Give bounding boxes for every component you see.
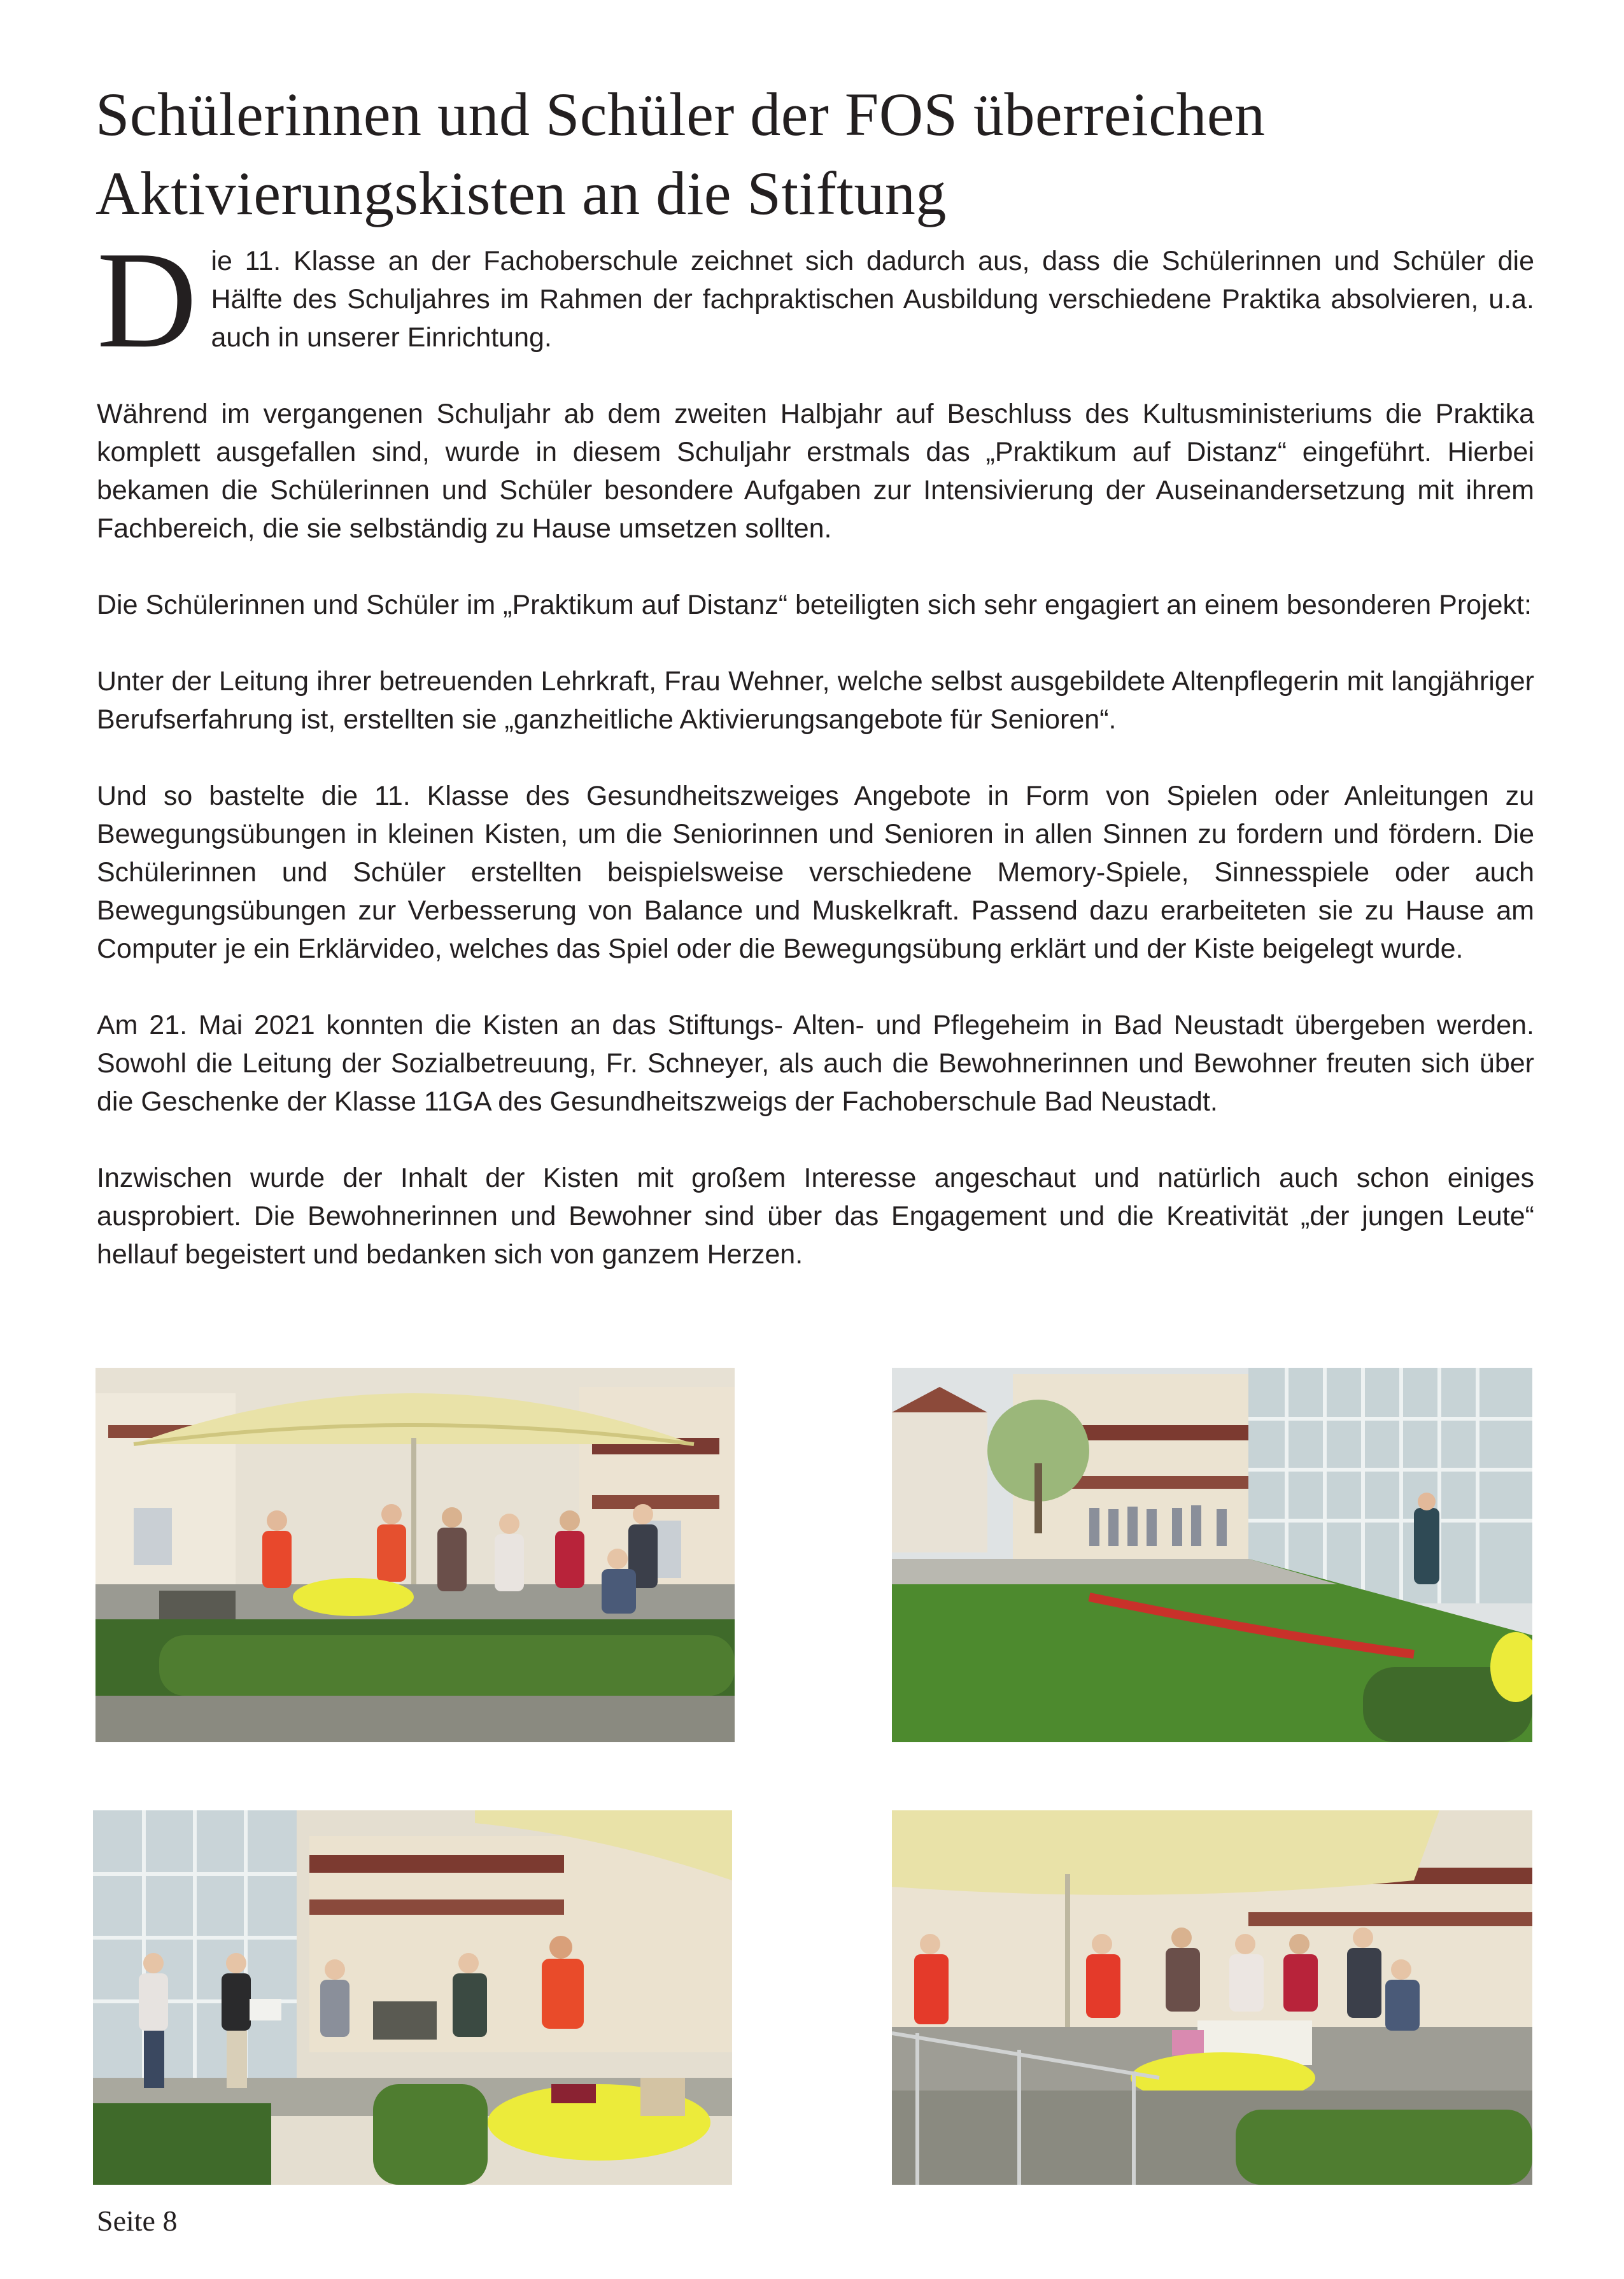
- drop-cap: D: [97, 224, 197, 377]
- page-number: Seite 8: [97, 2204, 178, 2237]
- paragraph: Inzwischen wurde der Inhalt der Kisten mit großem Interesse angeschaut und natürlich auch schon einiges ausprobiert. Die Bewohnerinnen und Bewohner sind über das Engagement und die Kreativität „der jungen Leute“ hellauf begeistert und bedanken sich von ganzem Herzen.: [97, 1163, 1534, 1270]
- paragraph: Unter der Leitung ihrer betreuenden Lehrkraft, Frau Wehner, welche selbst ausgebildete Altenpflegerin mit langjähriger Berufserfahrung ist, erstellten sie „ganzheitliche Aktivierungsangebote für Senioren“.: [97, 666, 1534, 735]
- photo-terrace-residents: [95, 1368, 735, 1742]
- title-line-2: Aktivierungskisten an die Stiftung: [95, 159, 947, 227]
- paragraph: Während im vergangenen Schuljahr ab dem zweiten Halbjahr auf Beschluss des Kultusministeriums die Praktika komplett ausgefallen sind, wurde in diesem Schuljahr erstmals das „Praktikum auf Distanz“ eingeführt. Hierbei bekamen die Schülerinnen und Schüler besondere Aufgaben zur Intensivierung der Auseinandersetzung mit ihrem Fachbereich, die sie selbständig zu Hause umsetzen sollten.: [97, 399, 1534, 544]
- paragraph: Am 21. Mai 2021 konnten die Kisten an das Stiftungs- Alten- und Pflegeheim in Bad Neustadt übergeben werden. Sowohl die Leitung der Sozialbetreuung, Fr. Schneyer, als auch die Bewohnerinnen und Bewohner freuten sich über die Geschenke der Klasse 11GA des Gesundheitszweigs der Fachoberschule Bad Neustadt.: [97, 1010, 1534, 1117]
- page-title: [95, 75, 1534, 233]
- photo-garden-lawn: [892, 1368, 1532, 1742]
- paragraph-intro: [97, 224, 1534, 377]
- photo-handover-students: [93, 1810, 732, 2185]
- title-line-1: Schülerinnen und Schüler der FOS überreichen: [95, 80, 1266, 148]
- paragraph-intro-text: ie 11. Klasse an der Fachoberschule zeichnet sich dadurch aus, dass die Schülerinnen und Schüler die Hälfte des Schuljahres im Rahmen der fachpraktischen Ausbildung verschiedene Praktika absolvieren, u.a. auch in unserer Einrichtung.: [211, 246, 1534, 353]
- photo-table-boxes: [892, 1810, 1532, 2185]
- paragraph: Und so bastelte die 11. Klasse des Gesundheitszweiges Angebote in Form von Spielen oder Anleitungen zu Bewegungsübungen in kleinen Kisten, um die Seniorinnen und Senioren in allen Sinnen zu fordern und fördern. Die Schülerinnen und Schüler erstellten beispielsweise verschiedene Memory-Spiele, Sinnesspiele oder auch Bewegungsübungen zur Verbesserung von Balance und Muskelkraft. Passend dazu erarbeiteten sie zu Hause am Computer je ein Erklärvideo, welches das Spiel oder die Bewegungsübung erklärt und der Kiste beigelegt wurde.: [97, 781, 1534, 964]
- paragraph: Die Schülerinnen und Schüler im „Praktikum auf Distanz“ beteiligten sich sehr engagiert an einem besonderen Projekt:: [97, 590, 1532, 620]
- article-body: [97, 224, 1534, 1312]
